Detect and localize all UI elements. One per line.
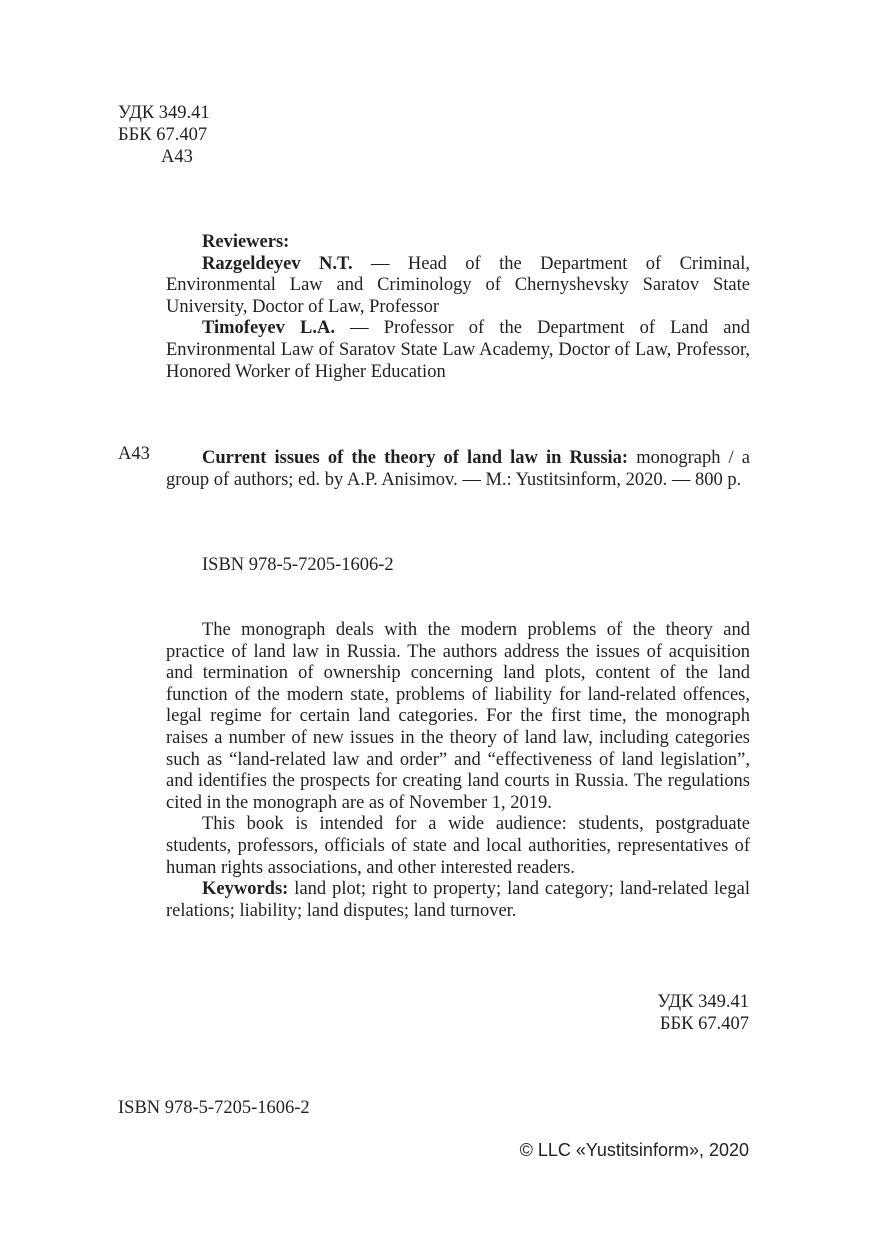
- citation-code: А43: [118, 444, 150, 464]
- copyright-notice: © LLC «Yustitsinform», 2020: [519, 1140, 749, 1160]
- bbk-code: ББК 67.407: [118, 125, 208, 145]
- isbn-middle: ISBN 978-5-7205-1606-2: [202, 555, 394, 575]
- reviewers-heading: Reviewers:: [202, 232, 290, 252]
- reviewer-description: — Head of the Department of Criminal, Environmental Law and Criminology of Chernyshevsky Saratov State University, Doctor of Law, Professor: [166, 253, 750, 317]
- audience-paragraph: This book is intended for a wide audience: students, postgraduate students, professors, officials of state and local authorities, representatives of human rights associations, and other interested readers.: [166, 814, 750, 878]
- reviewer-name: Razgeldeyev N.T.: [202, 253, 353, 274]
- reviewer-name: Timofeyev L.A.: [202, 318, 335, 339]
- author-mark: А43: [161, 147, 193, 167]
- udk-code: УДК 349.41: [657, 992, 749, 1012]
- abstract-paragraph: The monograph deals with the modern problems of the theory and practice of land law in Russia. The authors address the issues of acquisition and termination of ownership concerning land plots, content of the land function of the modern state, problems of liability for land-related offences, legal regime for certain land categories. For the first time, the monograph raises a number of new issues in the theory of land law, including categories such as “land-related law and order” and “effectiveness of land legislation”, and identifies the prospects for creating land courts in Russia. The regulations cited in the monograph are as of November 1, 2019.: [166, 620, 750, 813]
- bibliographic-citation: [166, 448, 750, 491]
- bbk-code: ББК 67.407: [659, 1014, 749, 1034]
- reviewer-entry: [166, 318, 750, 383]
- udk-code: УДК 349.41: [118, 103, 210, 123]
- isbn-bottom: ISBN 978-5-7205-1606-2: [118, 1098, 310, 1118]
- reviewers-section: [166, 232, 750, 383]
- keywords-label: Keywords:: [202, 879, 289, 900]
- citation-details: monograph / a group of authors; ed. by A.P. Anisimov. — M.: Yustitsinform, 2020. — 800 p.: [166, 448, 750, 490]
- keywords-paragraph: [166, 879, 750, 922]
- abstract-section: [166, 620, 750, 922]
- book-title: Current issues of the theory of land law in Russia:: [202, 448, 629, 468]
- reviewer-entry: [166, 254, 750, 319]
- keywords-list: land plot; right to property; land category; land-related legal relations; liability; land disputes; land turnover.: [166, 879, 750, 921]
- reviewer-description: — Professor of the Department of Land and Environmental Law of Saratov State Law Academy, Doctor of Law, Professor, Honored Worker of Higher Education: [166, 318, 750, 382]
- classification-codes-bottom: [657, 992, 749, 1036]
- classification-codes-top: [118, 103, 210, 169]
